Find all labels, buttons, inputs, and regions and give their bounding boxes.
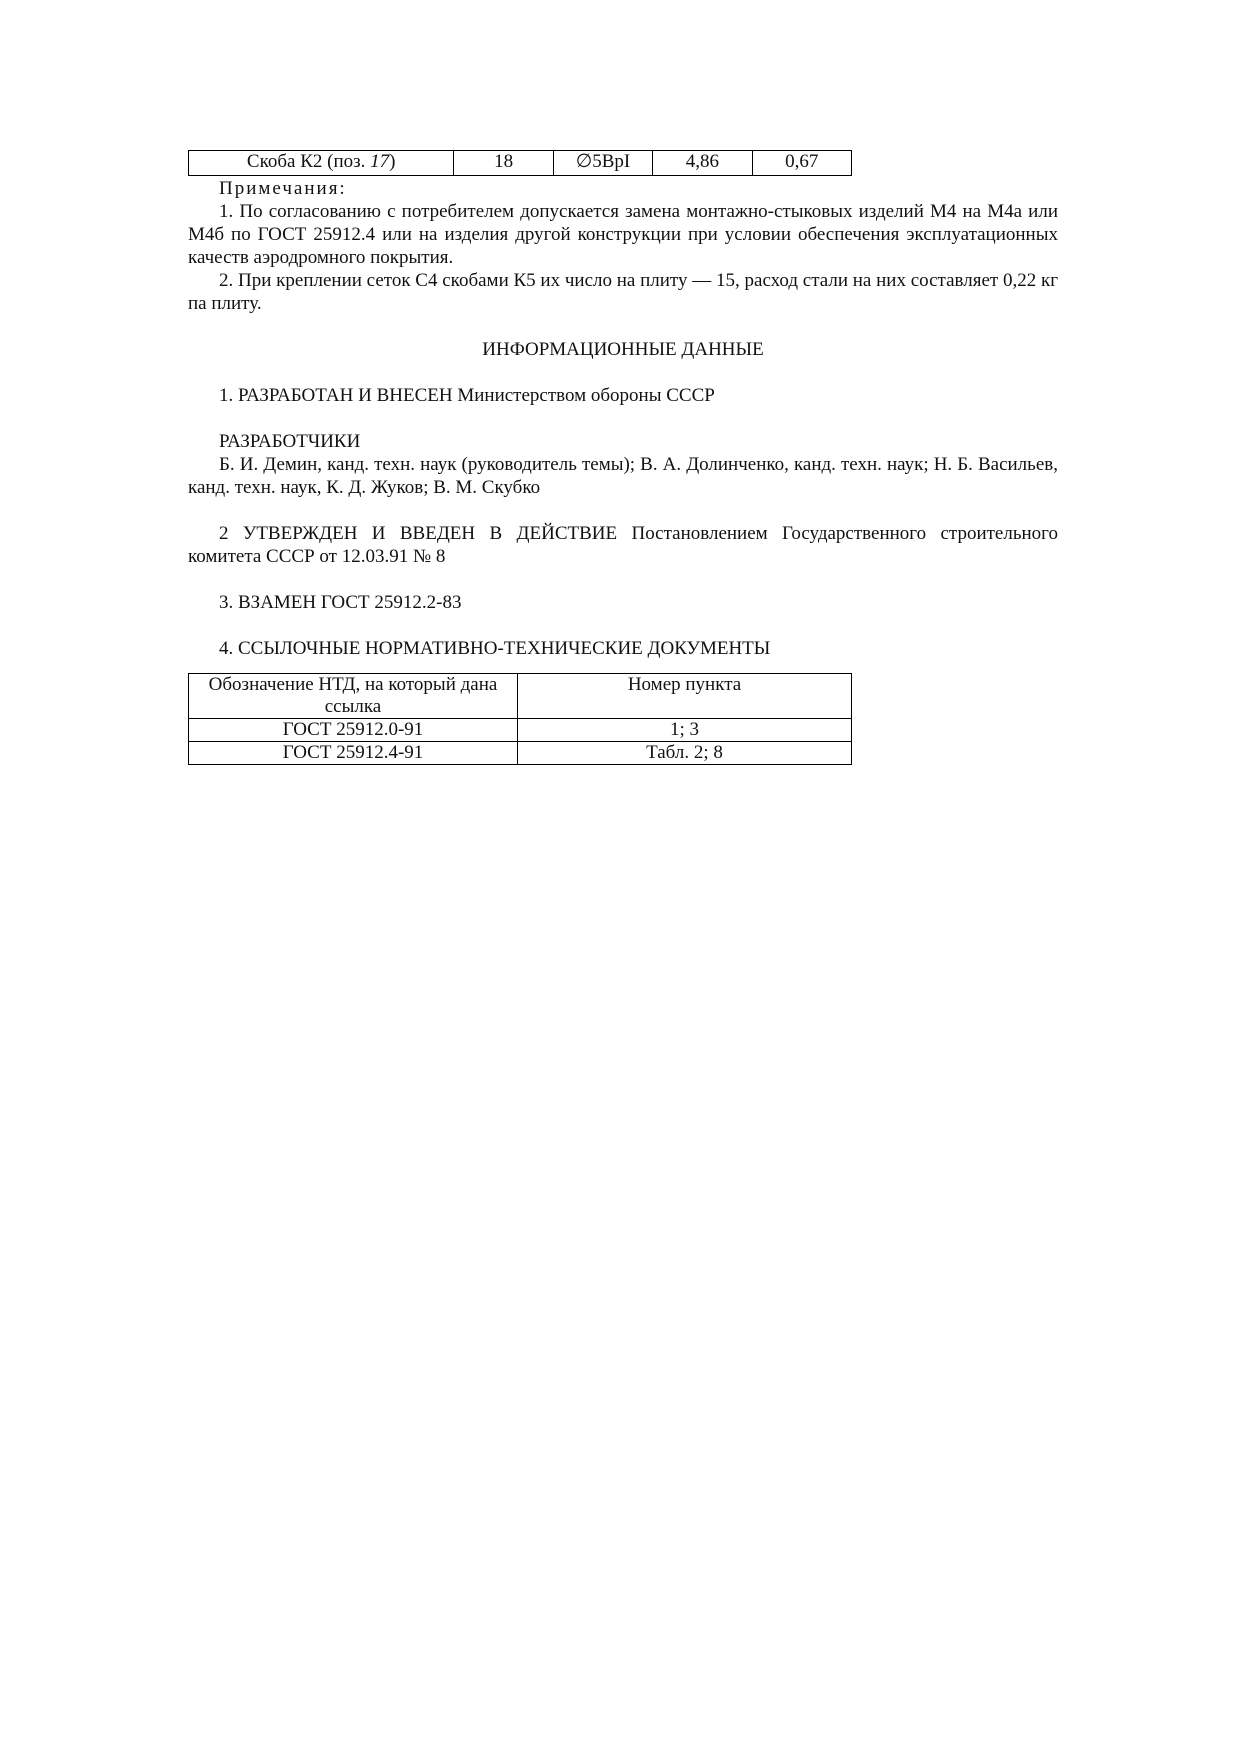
table-row <box>189 719 852 742</box>
cell-pos-number: 17 <box>370 151 390 172</box>
table-cell: 4,86 <box>653 151 752 176</box>
info-item-1: 1. РАЗРАБОТАН И ВНЕСЕН Министерством обороны СССР <box>219 385 715 406</box>
notes-heading: Примечания: <box>219 178 347 199</box>
table-row <box>189 151 852 176</box>
table-cell: ГОСТ 25912.0-91 <box>189 719 518 742</box>
note-item: 1. По согласованию с потребителем допускается замена монтажно-стыковых изделий М4 на М4а или М4б по ГОСТ 25912.4 или на изделия другой конструкции при условии обеспечения эксплуатационных качеств аэродромного покрытия. <box>188 201 1058 268</box>
developers-list: Б. И. Демин, канд. техн. наук (руководитель темы); В. А. Долинченко, канд. техн. наук; Н. Б. Васильев, канд. техн. наук, К. Д. Жуков; В. М. Скубко <box>188 454 1058 498</box>
info-item-3: 3. ВЗАМЕН ГОСТ 25912.2-83 <box>219 592 462 613</box>
note-item: 2. При креплении сеток С4 скобами К5 их число на плиту — 15, расход стали на них составляет 0,22 кг па плиту. <box>188 270 1058 314</box>
continuation-table <box>188 150 852 176</box>
table-cell-name <box>189 151 454 176</box>
table-cell: 18 <box>454 151 553 176</box>
cell-text: Скоба К2 (поз. <box>246 151 371 172</box>
table-cell: 1; 3 <box>518 719 852 742</box>
info-item-4: 4. ССЫЛОЧНЫЕ НОРМАТИВНО-ТЕХНИЧЕСКИЕ ДОКУМЕНТЫ <box>219 638 771 659</box>
cell-text: ) <box>389 151 396 172</box>
document-page <box>188 150 1058 765</box>
section-title: ИНФОРМАЦИОННЫЕ ДАННЫЕ <box>482 339 764 360</box>
table-cell: Табл. 2; 8 <box>518 742 852 765</box>
info-item-2: 2 УТВЕРЖДЕН И ВВЕДЕН В ДЕЙСТВИЕ Постановлением Государственного строительного комитета СССР от 12.03.91 № 8 <box>188 523 1058 567</box>
table-cell: 0,67 <box>752 151 851 176</box>
header-cell-designation: Обозначение НТД, на который дана ссылка <box>189 674 518 719</box>
developers-heading: РАЗРАБОТЧИКИ <box>219 431 361 452</box>
table-row <box>189 742 852 765</box>
table-cell: ГОСТ 25912.4-91 <box>189 742 518 765</box>
table-cell: ∅5ВрI <box>553 151 652 176</box>
reference-table <box>188 673 852 765</box>
header-cell-clause: Номер пункта <box>518 674 852 719</box>
table-header-row <box>189 674 852 719</box>
